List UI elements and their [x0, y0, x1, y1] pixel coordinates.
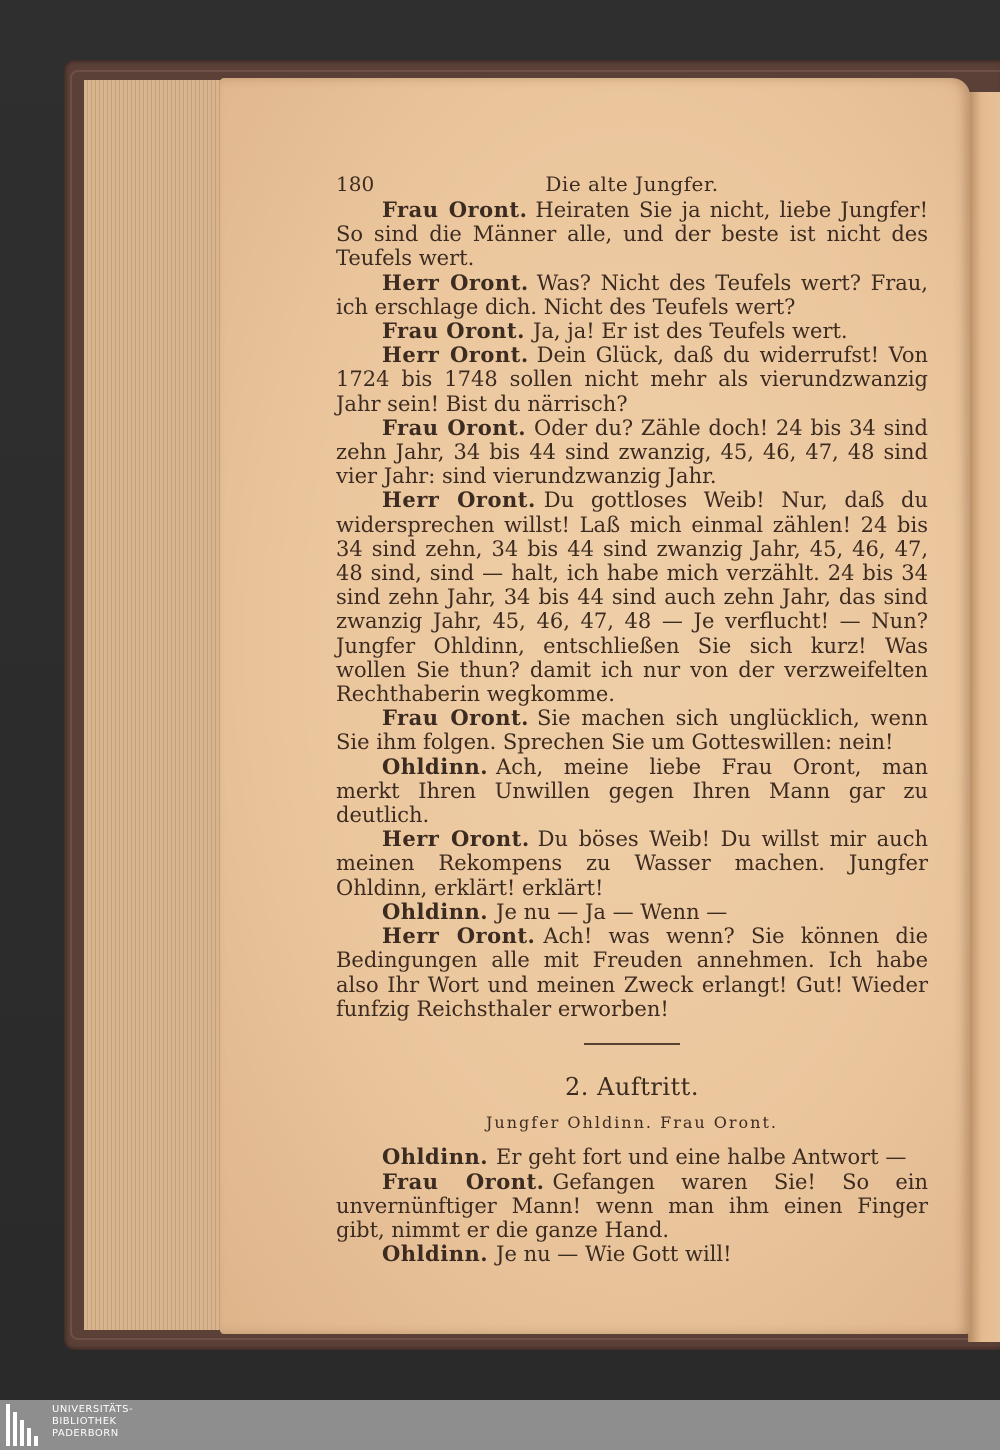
dialogue-line	[336, 706, 928, 754]
dialogue-text: Gefangen waren Sie! So ein unvernünftiger Mann! wenn man ihm einen Finger gibt, nimmt er die ganze Hand.	[336, 1169, 928, 1242]
section-divider	[584, 1043, 680, 1045]
logo-line: PADERBORN	[52, 1428, 119, 1439]
dialogue-text: Ach, meine liebe Frau Oront, man merkt Ihren Unwillen gegen Ihren Mann gar zu deutlich.	[336, 754, 928, 828]
dialogue-text: Du böses Weib! Du willst mir auch meinen Rekompens zu Wasser machen. Jungfer Ohldinn, erklärt! erklärt!	[336, 827, 928, 900]
dialogue-line	[336, 900, 928, 924]
library-logo-icon	[6, 1404, 46, 1446]
scene-characters: Jungfer Ohldinn. Frau Oront.	[486, 1113, 778, 1133]
dialogue-line	[336, 827, 928, 900]
dialogue-passage-1	[336, 198, 928, 1021]
dialogue-text: Heiraten Sie ja nicht, liebe Jungfer! So sind die Männer alle, und der beste ist nicht des Teufels wert.	[336, 198, 929, 271]
dialogue-line	[336, 924, 928, 1021]
dialogue-line	[336, 488, 928, 706]
speaker-name: Frau Oront.	[382, 197, 528, 222]
dialogue-line	[336, 1242, 928, 1266]
speaker-name: Ohldinn.	[382, 1241, 489, 1267]
speaker-name: Herr Oront.	[382, 342, 529, 368]
speaker-name: Frau Oront.	[382, 318, 525, 344]
dialogue-line	[336, 1145, 928, 1169]
speaker-name: Ohldinn.	[382, 753, 489, 779]
dialogue-text: Dein Glück, daß du widerrufst! Von 1724 bis 1748 sollen nicht mehr als vierundzwanzig Jahr sein! Bist du närrisch?	[336, 343, 928, 416]
dialogue-line	[336, 319, 928, 343]
speaker-name: Ohldinn.	[382, 1144, 489, 1170]
scene-heading: 2. Auftritt.	[565, 1072, 699, 1101]
dialogue-line	[336, 198, 928, 271]
speaker-name: Frau Oront.	[382, 1168, 545, 1194]
speaker-name: Herr Oront.	[382, 826, 530, 852]
dialogue-text: Oder du? Zähle doch! 24 bis 34 sind zehn Jahr, 34 bis 44 sind zwanzig, 45, 46, 47, 48 sind vier Jahr: sind vierundzwanzig Jahr.	[336, 415, 929, 489]
dialogue-line	[336, 271, 928, 319]
speaker-name: Ohldinn.	[382, 898, 489, 924]
dialogue-text: Was? Nicht des Teufels wert? Frau, ich erschlage dich. Nicht des Teufels wert?	[336, 270, 928, 319]
speaker-name: Herr Oront.	[382, 269, 529, 295]
library-footer	[0, 1400, 1000, 1450]
logo-line: UNIVERSITÄTS-	[52, 1404, 134, 1415]
dialogue-text: Er geht fort und eine halbe Antwort —	[496, 1145, 907, 1170]
page-number: 180	[336, 172, 375, 196]
running-head: Die alte Jungfer.	[545, 172, 719, 196]
page-text	[336, 168, 928, 1266]
speaker-name: Frau Oront.	[382, 414, 527, 440]
speaker-name: Herr Oront.	[382, 487, 536, 513]
dialogue-passage-2	[336, 1145, 928, 1266]
dialogue-line	[336, 1170, 928, 1243]
speaker-name: Frau Oront.	[382, 705, 529, 731]
page-header	[336, 168, 928, 198]
speaker-name: Herr Oront.	[382, 923, 536, 949]
dialogue-line	[336, 416, 928, 489]
dialogue-text: Je nu — Ja — Wenn —	[496, 899, 728, 924]
dialogue-text: Du gottloses Weib! Nur, daß du widersprechen willst! Laß mich einmal zählen! 24 bis 34 sind zehn, 34 bis 44 sind zwanzig Jahr, 45, 46, 47, 48 sind, sind — halt, ich habe mich verzählt. 24 bis 34 sind zehn Jahr, 34 bis 44 sind auch zehn Jahr, das sind zwanzig Jahr, 45, 46, 47, 48 — Je verflucht! — Nun? Jungfer Ohldinn, entschließen Sie sich kurz! Was wollen Sie thun? damit ich nur von der verzweifelten Rechthaberin wegkomme.	[336, 488, 928, 707]
dialogue-line	[336, 343, 928, 416]
dialogue-text: Sie machen sich unglücklich, wenn Sie ihm folgen. Sprechen Sie um Gotteswillen: nein!	[336, 706, 928, 755]
logo-line: BIBLIOTHEK	[52, 1416, 117, 1427]
dialogue-text: Je nu — Wie Gott will!	[496, 1242, 732, 1267]
dialogue-line	[336, 755, 928, 828]
library-logo-text	[52, 1404, 133, 1440]
facing-page-edge	[968, 92, 1000, 1342]
dialogue-text: Ja, ja! Er ist des Teufels wert.	[532, 319, 848, 344]
dialogue-text: Ach! was wenn? Sie können die Bedingungen alle mit Freuden annehmen. Ich habe also Ihr Wort und meinen Zweck erlangt! Gut! Wieder funfzig Reichsthaler erworben!	[336, 924, 928, 1021]
